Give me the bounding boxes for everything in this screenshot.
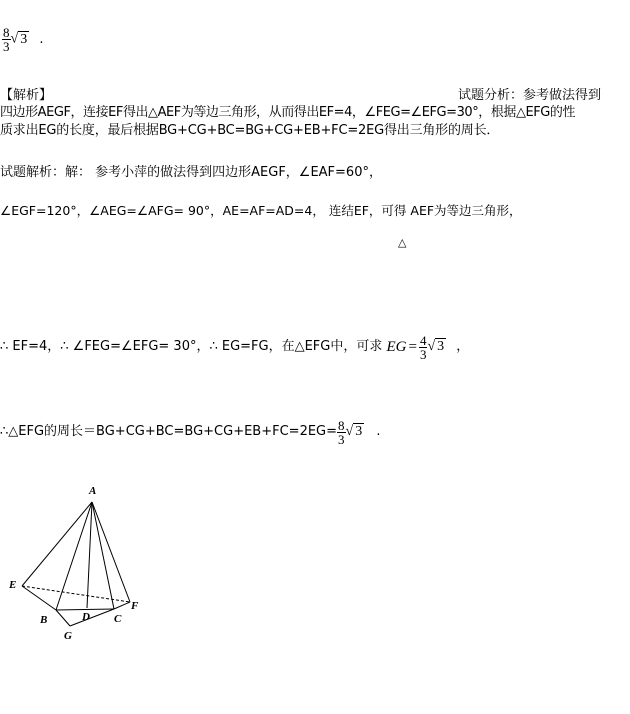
edge-BC <box>56 609 114 610</box>
perimeter-radicand: 3 <box>355 424 363 439</box>
answer-period: . <box>39 32 44 47</box>
edge-AC <box>92 502 114 609</box>
label-F: F <box>131 600 139 612</box>
label-A: A <box>89 485 97 497</box>
perimeter-tail: . <box>376 424 381 439</box>
edge-BG <box>56 610 70 626</box>
answer-fraction <box>2 26 11 53</box>
eg-sqrt: √ 3 <box>427 339 445 354</box>
label-C: C <box>114 613 122 625</box>
triangle-mark: △ <box>398 236 407 249</box>
answer-sqrt: √ 3 <box>10 31 28 47</box>
solution-line-3 <box>0 332 469 363</box>
solution-line-1: 试题解析：解： 参考小萍的做法得到四边形AEGF，∠EAF=60°， <box>0 165 382 180</box>
label-E: E <box>9 579 17 591</box>
perimeter-sqrt: √ 3 <box>345 424 363 439</box>
eg-tail: ， <box>456 339 470 354</box>
eg-equals: = <box>408 339 417 355</box>
label-B: B <box>40 614 48 626</box>
analysis-line-1: 四边形AEGF，连接EF得出△AEF为等边三角形，从而得出EF=4，∠FEG=∠EFG=30°，根据△EFG的性 <box>0 105 576 120</box>
edge-EF-dashed <box>22 586 130 602</box>
perimeter-fraction <box>337 419 346 446</box>
solution-line-4-text: ∴△EFG的周长＝BG+CG+BC=BG+CG+EB+FC=2EG= <box>0 424 338 439</box>
analysis-heading: 【解析】 <box>0 88 53 103</box>
edge-AE <box>22 502 92 586</box>
eg-variable: EG <box>386 339 407 355</box>
edge-GC <box>70 609 114 626</box>
eg-denominator: 3 <box>419 346 427 362</box>
eg-numerator: 4 <box>419 332 427 348</box>
solution-line-3-text: ∴ EF=4，∴ ∠FEG=∠EFG= 30°，∴ EG=FG，在△EFG中，可求 <box>0 339 383 354</box>
answer-radicand: 3 <box>20 31 28 47</box>
edge-AD <box>87 502 92 608</box>
geometry-figure <box>0 478 160 648</box>
answer-expression <box>2 26 43 53</box>
analysis-line-2: 质求出EG的长度，最后根据BG+CG+BC=BG+CG+EB+FC=2EG得出三角形的周长． <box>0 123 500 138</box>
perimeter-numerator: 8 <box>338 417 345 433</box>
analysis-hint-label: 试题分析：参考做法得到 <box>458 88 602 103</box>
perimeter-denominator: 3 <box>338 431 345 447</box>
label-G: G <box>64 630 72 642</box>
eg-radicand: 3 <box>437 339 445 354</box>
solution-line-2: ∠EGF=120°，∠AEG=∠AFG= 90°，AE=AF=AD=4， 连结EF，可得 AEF为等边三角形， <box>0 203 522 218</box>
answer-numerator: 8 <box>3 25 10 40</box>
label-D: D <box>82 611 90 623</box>
edge-CF <box>114 602 130 609</box>
answer-denominator: 3 <box>3 39 10 54</box>
edge-EB <box>22 586 56 610</box>
solution-line-4 <box>0 417 381 448</box>
edge-AF <box>92 502 130 602</box>
